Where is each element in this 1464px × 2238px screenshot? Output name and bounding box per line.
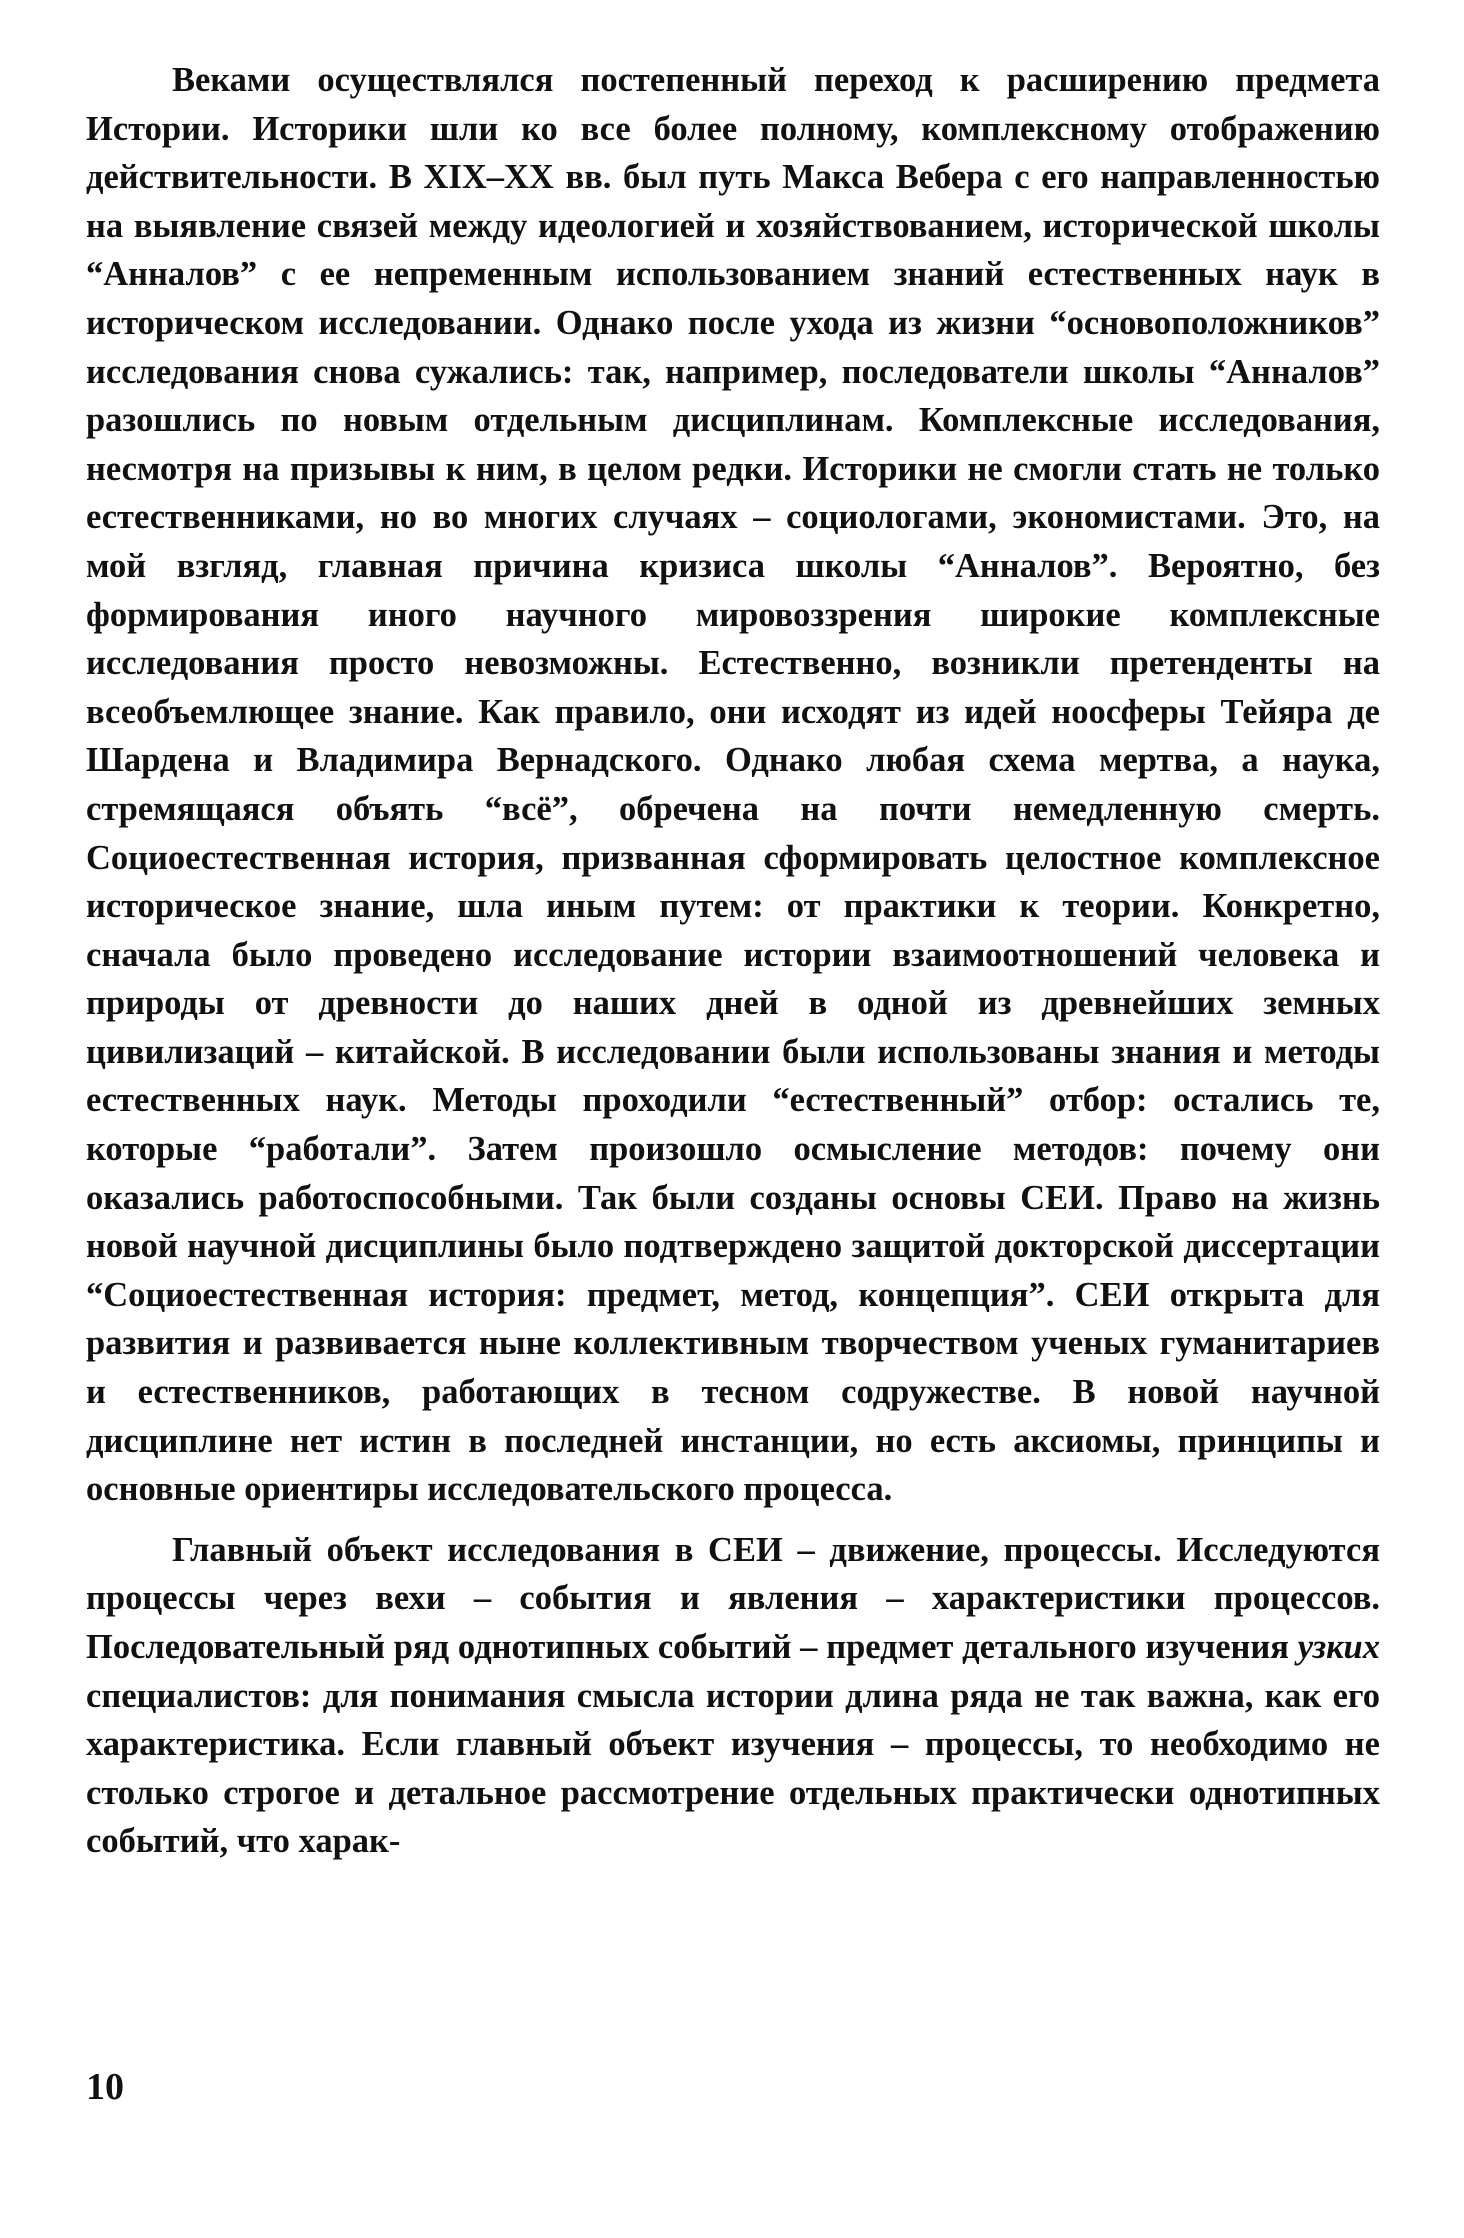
paragraph-2-italic: узких	[1297, 1628, 1380, 1666]
paragraph-2-start: Главный объект исследования в СЕИ – движение, процессы. Исследуются процессы через вехи – события и явления – характеристики процессов. Последовательный ряд однотипных событий – предмет детального изучения	[86, 1530, 1380, 1666]
page-number: 10	[86, 2066, 124, 2108]
paragraph-2-end: специалистов: для понимания смысла истории длина ряда не так важна, как его характеристика. Если главный объект изучения – процессы, то необходимо не столько строгое и детальное рассмотрение отдельных практически однотипных событий, что харак-	[86, 1676, 1380, 1861]
paragraph-1: Веками осуществлялся постепенный переход к расширению предмета Истории. Историки шли ко все более полному, комплексному отображению действительности. В XIX–XX вв. был путь Макса Вебера с его направленностью на выявление связей между идеологией и хозяйствованием, исторической школы “Анналов” с ее непременным использованием знаний естественных наук в историческом исследовании. Однако после ухода из жизни “основоположников” исследования снова сужались: так, например, последователи школы “Анналов” разошлись по новым отдельным дисциплинам. Комплексные исследования, несмотря на призывы к ним, в целом редки. Историки не смогли стать не только естественниками, но во многих случаях – социологами, экономистами. Это, на мой взгляд, главная причина кризиса школы “Анналов”. Вероятно, без формирования иного научного мировоззрения широкие комплексные исследования просто невозможны. Естественно, возникли претенденты на всеобъемлющее знание. Как правило, они исходят из идей ноосферы Тейяра де Шардена и Владимира Вернадского. Однако любая схема мертва, а наука, стремящаяся объять “всё”, обречена на почти немедленную смерть. Социоестественная история, призванная сформировать целостное комплексное историческое знание, шла иным путем: от практики к теории. Конкретно, сначала было проведено исследование истории взаимоотношений человека и природы от древности до наших дней в одной из древнейших земных цивилизаций – китайской. В исследовании были использованы знания и методы естественных наук. Методы проходили “естественный” отбор: остались те, которые “работали”. Затем произошло осмысление методов: почему они оказались работоспособными. Так были созданы основы СЕИ. Право на жизнь новой научной дисциплины было подтверждено защитой докторской диссертации “Социоестественная история: предмет, метод, концепция”. СЕИ открыта для развития и развивается ныне коллективным творчеством ученых гуманитариев и естественников, работающих в тесном содружестве. В новой научной дисциплине нет истин в последней инстанции, но есть аксиомы, принципы и основные ориентиры исследовательского процесса.	[86, 61, 1380, 1509]
paragraph-2	[86, 1526, 1380, 1866]
body-text	[86, 56, 1380, 1866]
